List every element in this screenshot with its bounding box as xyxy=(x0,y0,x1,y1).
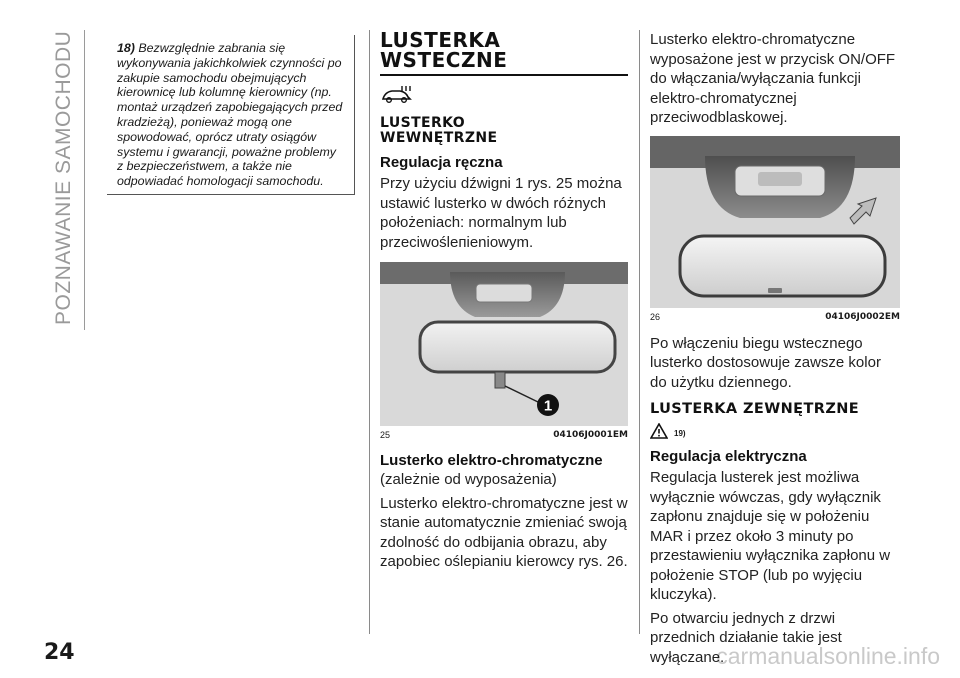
warning xyxy=(650,423,686,439)
warning-icon xyxy=(650,423,668,439)
figure-number: 26 xyxy=(650,311,661,322)
section-rule xyxy=(84,30,85,330)
section-title: POZNAWANIE SAMOCHODU xyxy=(52,30,75,325)
door-text: Po otwarciu jednych z drzwi przednich działanie takie jest wyłączane. xyxy=(650,609,842,666)
warning-ref: 19) xyxy=(674,429,686,438)
note-box xyxy=(107,35,355,195)
section-heading: LUSTERKA WSTECZNE xyxy=(380,28,508,72)
electro-heading: Lusterko elektro-chromatyczne xyxy=(380,452,603,469)
mirror-image xyxy=(650,136,900,308)
figure-26 xyxy=(650,136,900,322)
note-text: Bezwzględnie zabrania się wykonywania jakichkolwiek czynności po zakupie samochodu obejmujących kierownicę lub kolumnę kierownicy (np. montaż urządzeń zapobiegających przed kradzieżą), ponieważ mogą one spowodować, oprócz utraty osiągów systemu i gwarancji, poważne problemy z bezpieczeństwem, a także nie odpowiadać homologacji samochodu. xyxy=(117,41,343,189)
intro-text: Lusterko elektro-chromatyczne wyposażone jest w przycisk ON/OFF do włączania/wyłączania funkcji elektro-chromatycznej przeciwodblaskowej. xyxy=(650,31,896,126)
column-2 xyxy=(380,30,628,572)
figure-callout: 1 xyxy=(543,397,553,415)
note-ref: 18) xyxy=(117,41,135,55)
figure-code: 04106J0002EM xyxy=(825,311,900,322)
watermark[interactable]: carmanualsonline.info xyxy=(716,643,940,669)
column-3 xyxy=(650,30,900,667)
subsection-heading: LUSTERKO WEWNĘTRZNE xyxy=(380,115,498,146)
electro-text: Lusterko elektro-chromatyczne jest w stanie automatycznie zmieniać swoją zdolność do odbijania obrazu, aby zapobiec oślepianiu kierowcy rys. 26. xyxy=(380,494,628,570)
page-number: 24 xyxy=(44,640,75,665)
heading-rule xyxy=(380,74,628,76)
figure-caption xyxy=(650,308,900,322)
reverse-text: Po włączeniu biegu wstecznego lusterko dostosowuje zawsze kolor do użytku dziennego. xyxy=(650,334,881,391)
electro-subtitle: (zależnie od wyposażenia) xyxy=(380,471,557,488)
figure-number: 25 xyxy=(380,430,391,440)
car-lamp-icon xyxy=(380,84,628,106)
manual-text: Przy użyciu dźwigni 1 rys. 25 można ustawić lusterko w dwóch różnych położeniach: normalnym lub przeciwośleпieniowym. xyxy=(380,175,622,251)
column-divider xyxy=(639,30,640,634)
mirror-image xyxy=(380,262,628,426)
electric-text: Regulacja lusterek jest możliwa wyłącznie wówczas, gdy wyłącznik zapłonu znajduje się w położeniu MAR i przez około 3 minuty po przestawieniu wyłącznika zapłonu w położenie STOP (lub po wyjęciu kluczyka). xyxy=(650,469,891,603)
outer-mirrors-heading: LUSTERKA ZEWNĘTRZNE xyxy=(650,401,860,417)
column-divider xyxy=(369,30,370,634)
figure-code: 04106J0001EM xyxy=(553,430,628,440)
figure-caption xyxy=(380,426,628,440)
manual-heading: Regulacja ręczna xyxy=(380,154,503,171)
figure-25 xyxy=(380,262,628,440)
electric-heading: Regulacja elektryczna xyxy=(650,448,807,465)
